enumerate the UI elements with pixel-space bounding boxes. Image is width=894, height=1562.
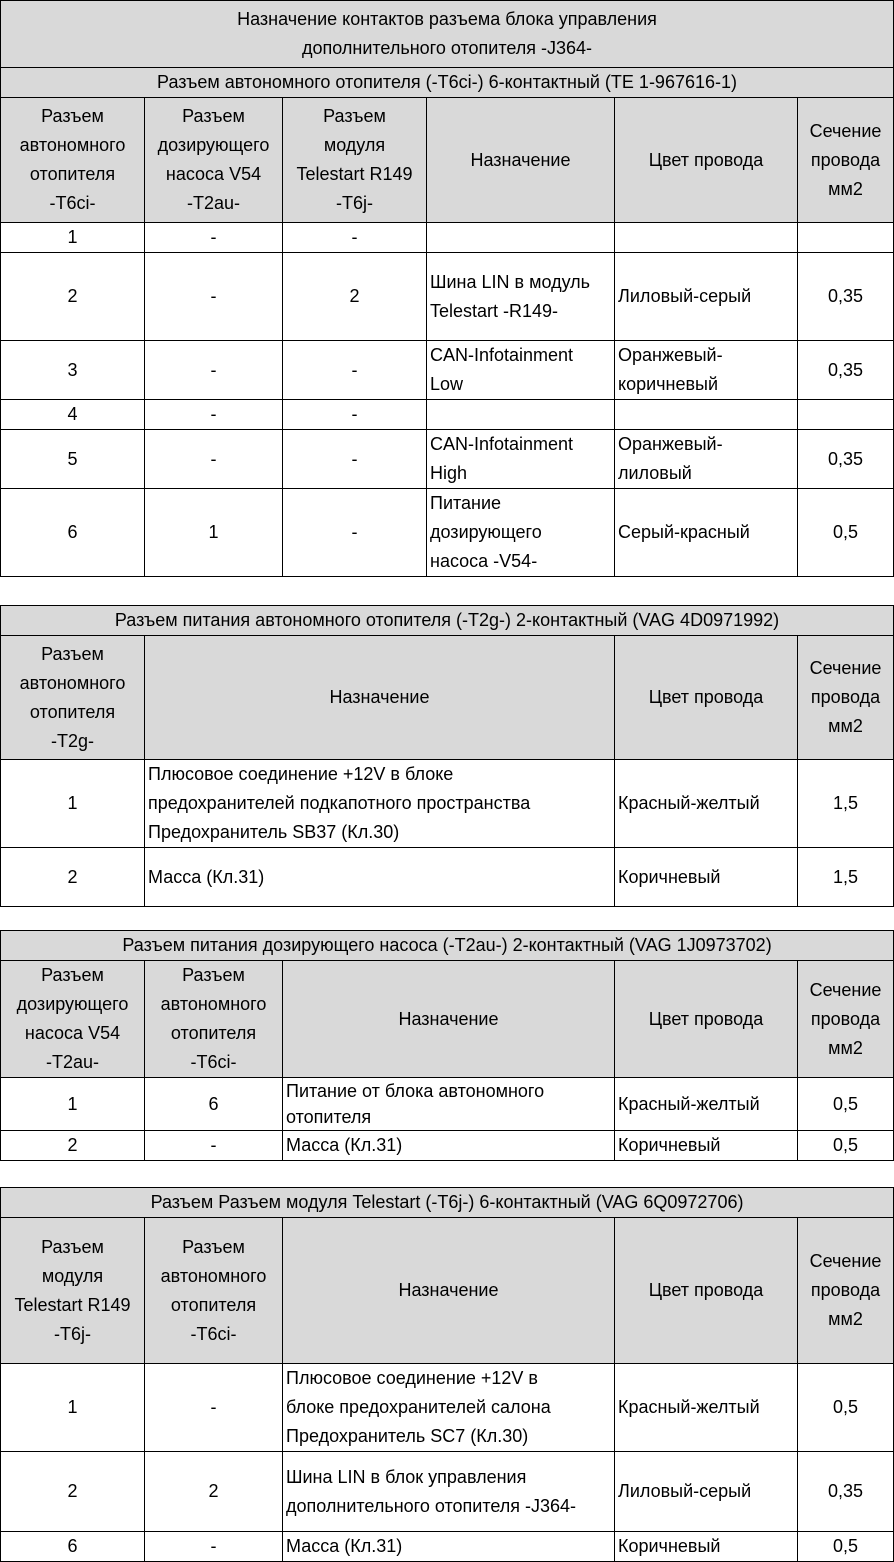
wire-color-cell: Оранжевый- коричневый — [615, 341, 798, 400]
wire-color-cell: Оранжевый- лиловый — [615, 430, 798, 489]
table-row — [1, 489, 894, 577]
t6ci-connector-table — [0, 0, 894, 577]
table-row — [1, 848, 894, 907]
wire-color-cell: Серый-красный — [615, 489, 798, 577]
cross-section-cell: 0,35 — [798, 430, 894, 489]
column-header: Разъем дозирующего насоса V54 -T2au- — [145, 98, 283, 223]
wire-color-cell: Красный-желтый — [615, 760, 798, 848]
pin-cell: - — [145, 1532, 283, 1562]
column-header: Цвет провода — [615, 98, 798, 223]
pin-cell: 1 — [1, 1078, 145, 1131]
header-row — [1, 98, 894, 223]
table-caption-row — [1, 931, 894, 961]
purpose-cell: Питание от блока автономного отопителя — [283, 1078, 615, 1131]
pin-cell: 6 — [1, 1532, 145, 1562]
pin-cell: - — [283, 341, 427, 400]
purpose-cell: Шина LIN в модуль Telestart -R149- — [427, 253, 615, 341]
column-header: Сечение провода мм2 — [798, 98, 894, 223]
wire-color-cell — [615, 223, 798, 253]
column-header: Разъем модуля Telestart R149 -T6j- — [283, 98, 427, 223]
table-row — [1, 760, 894, 848]
pin-cell: - — [145, 341, 283, 400]
column-header: Цвет провода — [615, 1218, 798, 1364]
pin-cell: - — [283, 489, 427, 577]
column-header: Разъем дозирующего насоса V54 -T2au- — [1, 961, 145, 1078]
column-header: Сечение провода мм2 — [798, 636, 894, 760]
purpose-cell — [427, 400, 615, 430]
column-header: Цвет провода — [615, 961, 798, 1078]
header-row — [1, 961, 894, 1078]
pin-cell: 2 — [1, 253, 145, 341]
pin-cell: 2 — [283, 253, 427, 341]
wire-color-cell — [615, 400, 798, 430]
column-header: Назначение — [145, 636, 615, 760]
header-row — [1, 1218, 894, 1364]
cross-section-cell — [798, 400, 894, 430]
pin-cell: - — [145, 253, 283, 341]
cross-section-cell: 0,5 — [798, 1131, 894, 1161]
pin-cell: 1 — [1, 223, 145, 253]
column-header: Назначение — [283, 961, 615, 1078]
wire-color-cell: Красный-желтый — [615, 1078, 798, 1131]
column-header: Разъем автономного отопителя -T6ci- — [145, 961, 283, 1078]
document-title: Назначение контактов разъема блока управления дополнительного отопителя -J364- — [1, 1, 894, 68]
column-header: Разъем автономного отопителя -T6ci- — [1, 98, 145, 223]
cross-section-cell: 0,35 — [798, 253, 894, 341]
table-row — [1, 253, 894, 341]
purpose-cell: CAN-Infotainment High — [427, 430, 615, 489]
table-row — [1, 1131, 894, 1161]
document-title-row — [1, 1, 894, 68]
purpose-cell: Плюсовое соединение +12V в блоке предохранителей подкапотного пространства Предохранитель SB37 (Кл.30) — [145, 760, 615, 848]
purpose-cell: CAN-Infotainment Low — [427, 341, 615, 400]
table-row — [1, 400, 894, 430]
table-row — [1, 1452, 894, 1532]
pin-cell: - — [283, 223, 427, 253]
pin-cell: - — [283, 430, 427, 489]
table-row — [1, 1532, 894, 1562]
purpose-cell: Плюсовое соединение +12V в блоке предохранителей салона Предохранитель SC7 (Кл.30) — [283, 1364, 615, 1452]
pin-cell: 6 — [145, 1078, 283, 1131]
table-caption: Разъем Разъем модуля Telestart (-T6j-) 6-контактный (VAG 6Q0972706) — [1, 1188, 894, 1218]
column-header: Сечение провода мм2 — [798, 1218, 894, 1364]
column-header: Разъем автономного отопителя -T6ci- — [145, 1218, 283, 1364]
purpose-cell: Питание дозирующего насоса -V54- — [427, 489, 615, 577]
wire-color-cell: Коричневый — [615, 848, 798, 907]
table-row — [1, 341, 894, 400]
pin-cell: 2 — [1, 1452, 145, 1532]
t2au-connector-table — [0, 930, 894, 1161]
column-header: Разъем автономного отопителя -T2g- — [1, 636, 145, 760]
purpose-cell: Масса (Кл.31) — [283, 1131, 615, 1161]
column-header: Сечение провода мм2 — [798, 961, 894, 1078]
wire-color-cell: Коричневый — [615, 1532, 798, 1562]
pin-cell: 4 — [1, 400, 145, 430]
table-caption-row — [1, 68, 894, 98]
pin-cell: 1 — [1, 1364, 145, 1452]
t2g-connector-table — [0, 605, 894, 907]
header-row — [1, 636, 894, 760]
table-row — [1, 430, 894, 489]
cross-section-cell: 1,5 — [798, 760, 894, 848]
cross-section-cell: 0,5 — [798, 1532, 894, 1562]
wire-color-cell: Красный-желтый — [615, 1364, 798, 1452]
column-header: Назначение — [427, 98, 615, 223]
purpose-cell: Шина LIN в блок управления дополнительного отопителя -J364- — [283, 1452, 615, 1532]
cross-section-cell: 0,5 — [798, 489, 894, 577]
cross-section-cell: 0,35 — [798, 341, 894, 400]
pin-cell: 2 — [1, 1131, 145, 1161]
column-header: Назначение — [283, 1218, 615, 1364]
pin-cell: 6 — [1, 489, 145, 577]
pin-cell: - — [145, 223, 283, 253]
pin-cell: 5 — [1, 430, 145, 489]
table-caption: Разъем питания автономного отопителя (-T2g-) 2-контактный (VAG 4D0971992) — [1, 606, 894, 636]
pin-cell: 1 — [1, 760, 145, 848]
pin-cell: - — [283, 400, 427, 430]
wire-color-cell: Коричневый — [615, 1131, 798, 1161]
purpose-cell — [427, 223, 615, 253]
pin-cell: - — [145, 400, 283, 430]
table-caption-row — [1, 1188, 894, 1218]
purpose-cell: Масса (Кл.31) — [145, 848, 615, 907]
table-row — [1, 1364, 894, 1452]
table-caption: Разъем питания дозирующего насоса (-T2au-) 2-контактный (VAG 1J0973702) — [1, 931, 894, 961]
pin-cell: - — [145, 430, 283, 489]
column-header: Цвет провода — [615, 636, 798, 760]
cross-section-cell: 1,5 — [798, 848, 894, 907]
cross-section-cell — [798, 223, 894, 253]
purpose-cell: Масса (Кл.31) — [283, 1532, 615, 1562]
t6j-connector-table — [0, 1187, 894, 1562]
pin-cell: 3 — [1, 341, 145, 400]
cross-section-cell: 0,5 — [798, 1078, 894, 1131]
table-row — [1, 223, 894, 253]
pin-cell: - — [145, 1364, 283, 1452]
table-caption-row — [1, 606, 894, 636]
cross-section-cell: 0,5 — [798, 1364, 894, 1452]
wire-color-cell: Лиловый-серый — [615, 253, 798, 341]
pin-cell: 2 — [1, 848, 145, 907]
cross-section-cell: 0,35 — [798, 1452, 894, 1532]
table-row — [1, 1078, 894, 1131]
pin-cell: 2 — [145, 1452, 283, 1532]
column-header: Разъем модуля Telestart R149 -T6j- — [1, 1218, 145, 1364]
pin-cell: 1 — [145, 489, 283, 577]
table-caption: Разъем автономного отопителя (-T6ci-) 6-контактный (TE 1-967616-1) — [1, 68, 894, 98]
pin-cell: - — [145, 1131, 283, 1161]
wire-color-cell: Лиловый-серый — [615, 1452, 798, 1532]
